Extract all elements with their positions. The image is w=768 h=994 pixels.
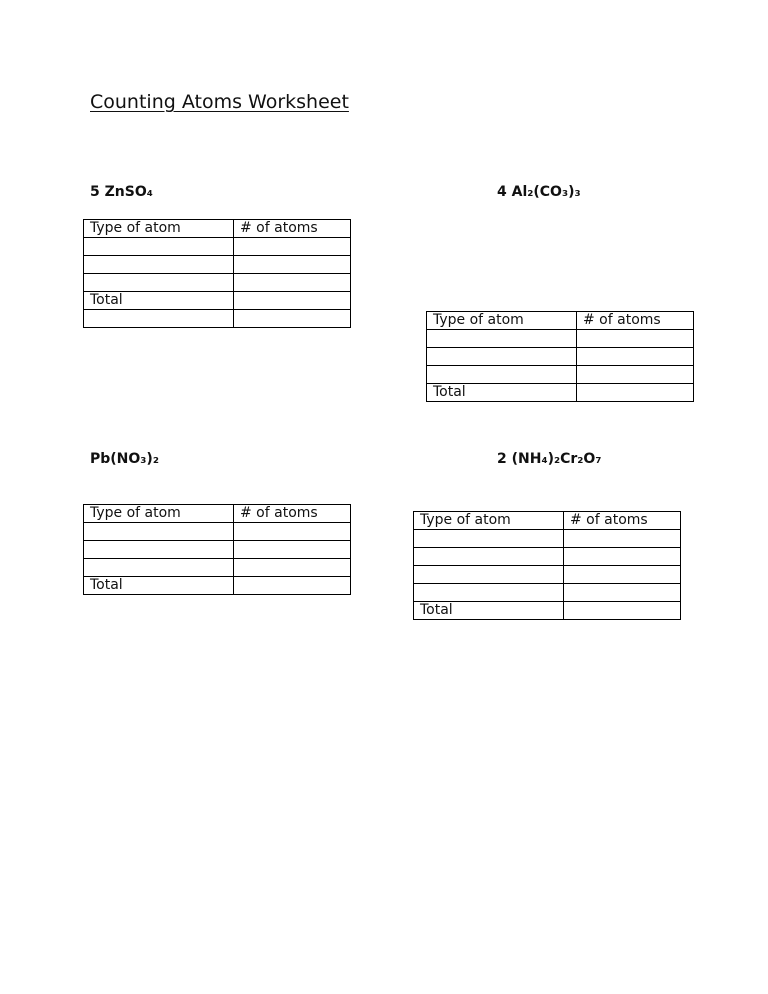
header-number-of-atoms: # of atoms (577, 312, 694, 330)
atom-type-cell[interactable] (84, 310, 234, 328)
table-row (427, 330, 694, 348)
total-count-cell[interactable] (564, 602, 681, 620)
atom-count-cell[interactable] (234, 559, 351, 577)
total-label: Total (84, 577, 234, 595)
atom-type-cell[interactable] (84, 274, 234, 292)
atom-count-table-2 (426, 311, 694, 402)
header-type-of-atom: Type of atom (414, 512, 564, 530)
atom-type-cell[interactable] (84, 256, 234, 274)
table-row (414, 566, 681, 584)
header-type-of-atom: Type of atom (84, 220, 234, 238)
atom-type-cell[interactable] (414, 584, 564, 602)
atom-count-table-1 (83, 219, 351, 328)
total-row (84, 577, 351, 595)
total-row (414, 602, 681, 620)
total-row (427, 384, 694, 402)
table-header-row (84, 505, 351, 523)
atom-count-cell[interactable] (234, 256, 351, 274)
table-row (414, 548, 681, 566)
atom-type-cell[interactable] (84, 541, 234, 559)
table-row (84, 256, 351, 274)
atom-count-cell[interactable] (577, 348, 694, 366)
atom-count-cell[interactable] (564, 548, 681, 566)
total-label: Total (84, 292, 234, 310)
table-row (84, 274, 351, 292)
atom-type-cell[interactable] (84, 559, 234, 577)
atom-type-cell[interactable] (414, 530, 564, 548)
atom-count-cell[interactable] (234, 238, 351, 256)
atom-type-cell[interactable] (427, 366, 577, 384)
total-label: Total (414, 602, 564, 620)
table-header-row (414, 512, 681, 530)
atom-count-cell[interactable] (577, 366, 694, 384)
header-type-of-atom: Type of atom (427, 312, 577, 330)
header-number-of-atoms: # of atoms (234, 505, 351, 523)
atom-count-cell[interactable] (564, 584, 681, 602)
atom-count-cell[interactable] (234, 541, 351, 559)
table-header-row (427, 312, 694, 330)
atom-count-cell[interactable] (234, 274, 351, 292)
atom-type-cell[interactable] (427, 330, 577, 348)
table-row (84, 310, 351, 328)
atom-type-cell[interactable] (414, 548, 564, 566)
worksheet-title: Counting Atoms Worksheet (90, 91, 349, 113)
table-row (427, 348, 694, 366)
atom-count-cell[interactable] (564, 530, 681, 548)
atom-count-table-3 (83, 504, 351, 595)
atom-count-cell[interactable] (564, 566, 681, 584)
table-row (84, 523, 351, 541)
atom-count-cell[interactable] (577, 330, 694, 348)
formula-ammonium-dichromate: 2 (NH₄)₂Cr₂O₇ (497, 451, 602, 467)
table-row (84, 541, 351, 559)
total-label: Total (427, 384, 577, 402)
atom-count-cell[interactable] (234, 310, 351, 328)
table-row (84, 238, 351, 256)
header-type-of-atom: Type of atom (84, 505, 234, 523)
total-count-cell[interactable] (234, 292, 351, 310)
table-header-row (84, 220, 351, 238)
atom-type-cell[interactable] (84, 238, 234, 256)
header-number-of-atoms: # of atoms (564, 512, 681, 530)
total-count-cell[interactable] (577, 384, 694, 402)
total-row (84, 292, 351, 310)
atom-type-cell[interactable] (427, 348, 577, 366)
atom-type-cell[interactable] (414, 566, 564, 584)
atom-type-cell[interactable] (84, 523, 234, 541)
formula-lead-nitrate: Pb(NO₃)₂ (90, 451, 159, 467)
formula-aluminum-carbonate: 4 Al₂(CO₃)₃ (497, 184, 581, 200)
table-row (427, 366, 694, 384)
total-count-cell[interactable] (234, 577, 351, 595)
formula-zinc-sulfate: 5 ZnSO₄ (90, 184, 153, 200)
table-row (84, 559, 351, 577)
atom-count-table-4 (413, 511, 681, 620)
atom-count-cell[interactable] (234, 523, 351, 541)
header-number-of-atoms: # of atoms (234, 220, 351, 238)
table-row (414, 530, 681, 548)
table-row (414, 584, 681, 602)
